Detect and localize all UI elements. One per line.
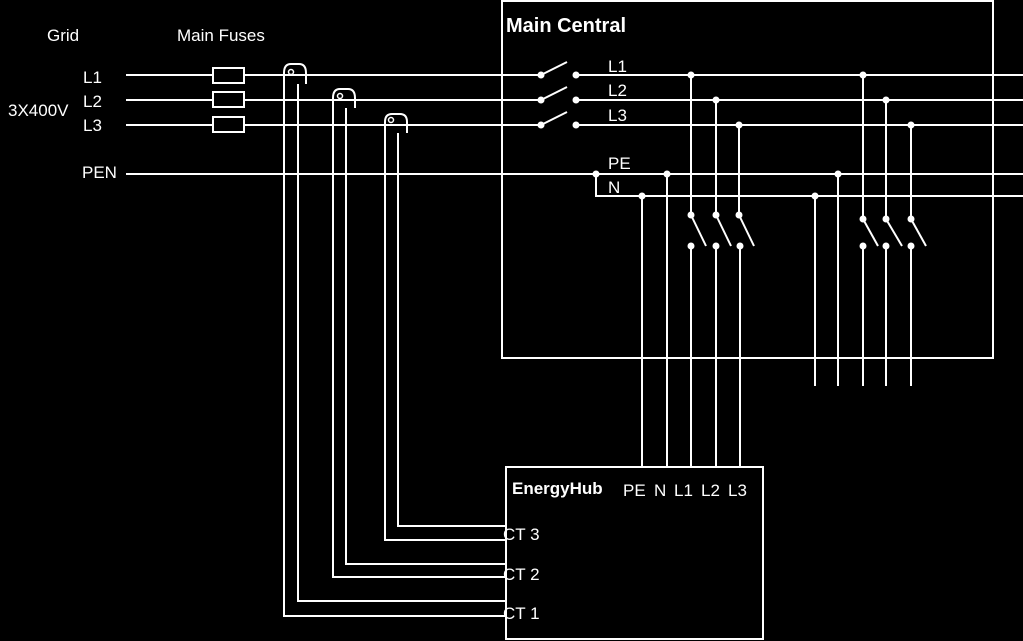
fuse-l1 [213, 68, 244, 83]
hub-terminal-l3: L3 [728, 481, 747, 500]
main-central-title: Main Central [506, 15, 627, 37]
energyhub-title: EnergyHub [512, 479, 603, 498]
incoming-pen-label: PEN [82, 163, 117, 182]
central-l3-label: L3 [608, 106, 627, 125]
ct3-label: CT 3 [503, 525, 540, 544]
main-fuses-label: Main Fuses [177, 26, 265, 45]
hub-terminal-l2: L2 [701, 481, 720, 500]
voltage-label: 3X400V [8, 101, 69, 120]
fuse-l2 [213, 92, 244, 107]
energyhub-feed [639, 72, 755, 468]
hub-terminal-l1: L1 [674, 481, 693, 500]
hub-terminal-pe: PE [623, 481, 646, 500]
main-switch [538, 62, 580, 129]
ct1-wire [284, 83, 506, 616]
ct3-wire [385, 133, 506, 540]
outgoing-circuit [812, 72, 927, 387]
central-pe-label: PE [608, 154, 631, 173]
incoming-l2-label: L2 [83, 92, 102, 111]
ct1-label: CT 1 [503, 604, 540, 623]
ct2-label: CT 2 [503, 565, 540, 584]
current-transformers [284, 64, 506, 616]
ct2-wire [333, 108, 506, 577]
fuse-l3 [213, 117, 244, 132]
incoming-l1-label: L1 [83, 68, 102, 87]
main-central-box [502, 1, 993, 358]
fuse-symbols [213, 68, 244, 132]
grid-label: Grid [47, 26, 80, 45]
central-l2-label: L2 [608, 81, 627, 100]
incoming-l3-label: L3 [83, 116, 102, 135]
hub-terminal-n: N [654, 481, 667, 500]
busbars [576, 75, 1023, 196]
central-l1-label: L1 [608, 57, 627, 76]
central-n-label: N [608, 178, 621, 197]
